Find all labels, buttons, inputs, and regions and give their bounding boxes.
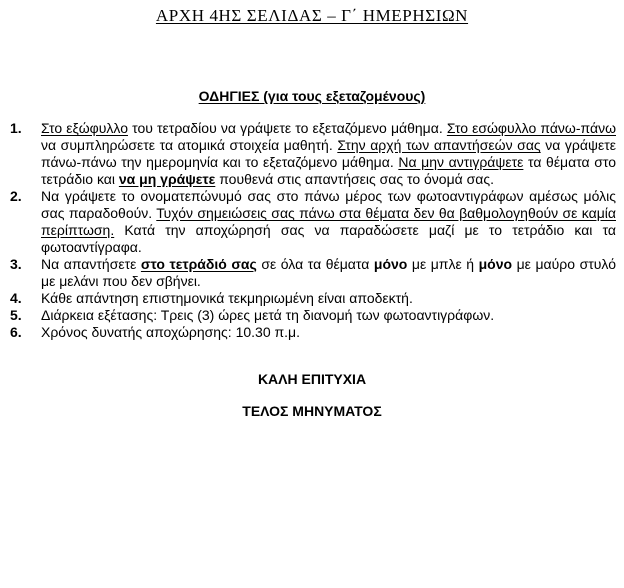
- instruction-segment: Κάθε απάντηση επιστημονικά τεκμηριωμένη είναι αποδεκτή.: [41, 290, 413, 306]
- page-header-title: ΑΡΧΗ 4ΗΣ ΣΕΛΙΔΑΣ – Γ΄ ΗΜΕΡΗΣΙΩΝ: [155, 6, 469, 25]
- instruction-segment: Κατά την αποχώρησή σας να παραδώσετε μαζί με το τετράδιο και τα φωτοαντίγραφα.: [41, 222, 616, 255]
- instruction-text: [41, 324, 616, 341]
- end-of-message-text: ΤΕΛΟΣ ΜΗΝΥΜΑΤΟΣ: [242, 403, 382, 419]
- instruction-segment: με μαύρο στυλό με μελάνι που δεν σβήνει.: [41, 256, 616, 289]
- good-luck-text: ΚΑΛΗ ΕΠΙΤΥΧΙΑ: [257, 371, 367, 387]
- instruction-segment: να μη γράψετε: [118, 171, 216, 187]
- instruction-item: [10, 120, 616, 188]
- instruction-segment: Στο εξώφυλλο: [41, 120, 128, 136]
- instruction-segment: του τετραδίου να γράψετε το εξεταζόμενο μάθημα.: [127, 120, 447, 136]
- instruction-segment: Χρόνος δυνατής αποχώρησης: 10.30 π.μ.: [41, 324, 301, 340]
- instruction-item: [10, 256, 616, 290]
- instruction-segment: Διάρκεια εξέτασης: Τρεις (3) ώρες μετά τη διανομή των φωτοαντιγράφων.: [41, 307, 495, 323]
- instruction-text: [41, 256, 616, 290]
- instruction-segment: να γράψετε πάνω-πάνω την ημερομηνία και το εξεταζόμενο μάθημα.: [41, 137, 616, 170]
- instruction-segment: μόνο: [373, 256, 408, 272]
- instruction-text: [41, 307, 616, 324]
- instruction-text: [41, 120, 616, 188]
- instruction-segment: να συμπληρώσετε τα ατομικά στοιχεία μαθητή.: [41, 137, 338, 153]
- instruction-text: [41, 188, 616, 256]
- instruction-segment: σε όλα τα θέματα: [256, 256, 374, 272]
- instruction-item: [10, 188, 616, 256]
- instruction-number: 4.: [10, 290, 22, 306]
- instruction-number: 2.: [10, 188, 22, 204]
- instruction-segment: Τυχόν σημειώσεις σας πάνω στα θέματα δεν θα βαθμολογηθούν σε καμία περίπτωση.: [41, 205, 616, 238]
- instruction-item: [10, 324, 616, 341]
- instruction-segment: πουθενά στις απαντήσεις σας το όνομά σας.: [215, 171, 494, 187]
- page-header: [0, 6, 624, 26]
- instructions-list: [10, 120, 616, 341]
- instruction-number: 3.: [10, 256, 22, 272]
- instruction-segment: μόνο: [478, 256, 513, 272]
- instruction-segment: με μπλε ή: [407, 256, 479, 272]
- instructions-title: ΟΔΗΓΙΕΣ (για τους εξεταζομένους): [198, 88, 426, 104]
- instruction-item: [10, 307, 616, 324]
- instruction-segment: στο τετράδιό σας: [140, 256, 257, 272]
- instruction-segment: Στην αρχή των απαντήσεών σας: [337, 137, 541, 153]
- instruction-item: [10, 290, 616, 307]
- instruction-number: 6.: [10, 324, 22, 340]
- instruction-segment: Να απαντήσετε: [41, 256, 141, 272]
- instruction-segment: Να γράψετε το ονοματεπώνυμό σας στο πάνω μέρος των φωτοαντιγράφων αμέσως μόλις σας παραδοθούν.: [41, 188, 616, 221]
- instruction-number: 5.: [10, 307, 22, 323]
- instruction-text: [41, 290, 616, 307]
- instruction-number: 1.: [10, 120, 22, 136]
- instruction-segment: Στο εσώφυλλο πάνω-πάνω: [446, 120, 616, 136]
- instruction-segment: τα θέματα στο τετράδιο και: [41, 154, 617, 187]
- instruction-segment: Να μην αντιγράψετε: [398, 154, 524, 170]
